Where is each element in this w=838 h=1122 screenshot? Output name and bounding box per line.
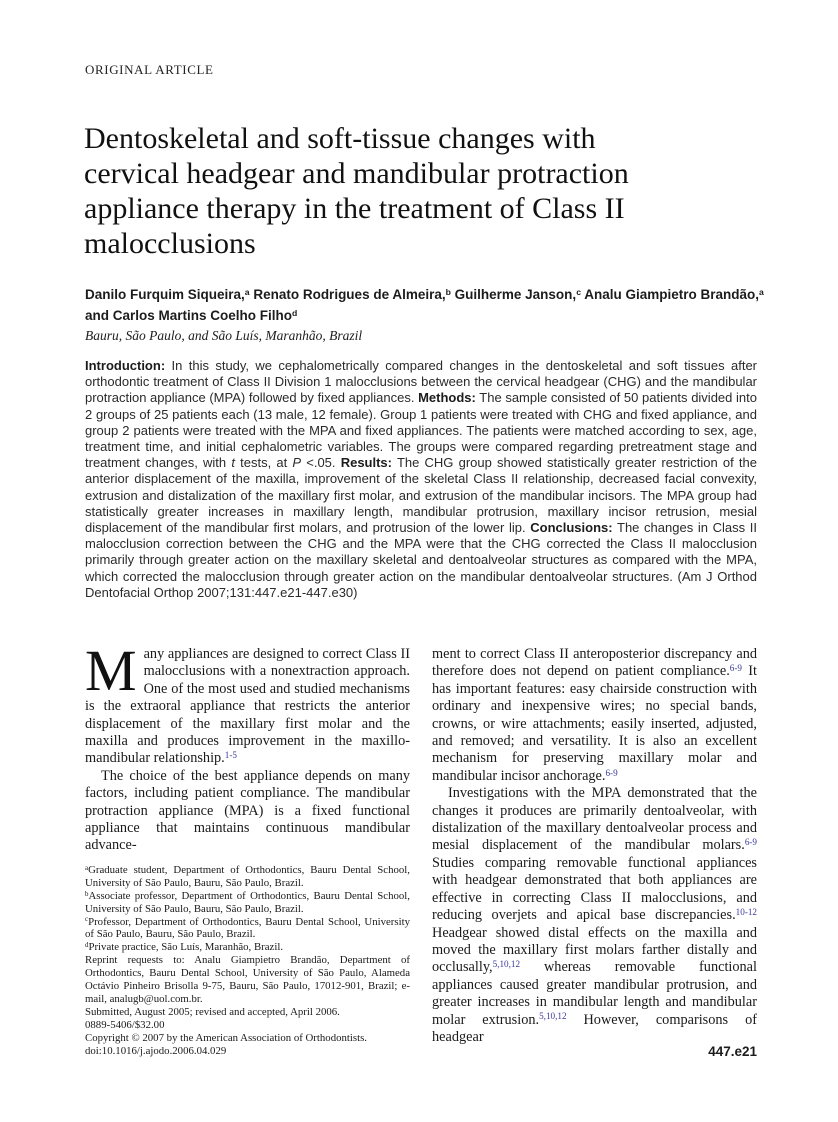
footnote-marker: a bbox=[244, 287, 250, 298]
citation-ref[interactable]: 5,10,12 bbox=[539, 1011, 567, 1022]
drop-cap: M bbox=[85, 638, 137, 703]
text-segment: whereas removable functional appliances caused greater mandibular protrusion, and greater increases in mandibular length and mandibular molar extrusion. bbox=[432, 959, 757, 1028]
footnote-marker: b bbox=[85, 890, 89, 898]
footnote bbox=[85, 890, 410, 916]
text-segment: However, comparisons of headgear bbox=[432, 1011, 757, 1045]
footnotes bbox=[85, 864, 410, 1058]
text-segment: The sample consisted of 50 patients divided into 2 groups of 25 patients each (13 male, 12 female). Group 1 patients were treated with CHG and fixed appliance, and group 2 patients were treated with the MPA and fixed appliances. The patients were matched according to sex, age, treatment time, and initial cephalometric variables. The groups were compared regarding pretreatment stage and treatment changes, with bbox=[85, 390, 757, 471]
text-segment: Submitted, August 2005; revised and accepted, April 2006. bbox=[85, 1005, 340, 1018]
citation-ref[interactable]: 6-9 bbox=[605, 767, 618, 778]
text-segment: Copyright © 2007 by the American Association of Orthodontists. bbox=[85, 1031, 367, 1044]
footnote bbox=[85, 1019, 410, 1032]
paragraph bbox=[85, 768, 410, 855]
footnote-marker: d bbox=[292, 308, 298, 319]
text-segment: Renato Rodrigues de Almeira, bbox=[249, 287, 446, 302]
text-segment: any appliances are designed to correct Class II malocclusions with a nonextraction approach. One of the most used and studied mechanisms is the extraoral appliance that restricts the anterior displacement of the maxillary first molar and the maxilla and produces improvement in the maxillo-mandibular relationship. bbox=[85, 646, 410, 767]
article-title bbox=[84, 121, 629, 261]
text-segment: In this study, we cephalometrically compared changes in the dentoskeletal and soft tissues after orthodontic treatment of Class II Division 1 malocclusions between the cervical headgear (CHG) and the mandibular protraction appliance (MPA) followed by fixed appliances. bbox=[85, 358, 757, 406]
footnote-marker: c bbox=[576, 287, 581, 298]
text-segment: Graduate student, Department of Orthodontics, Bauru Dental School, University of São Paulo, Bauru, São Paulo, Brazil. bbox=[85, 863, 410, 889]
text-segment: The changes in Class II malocclusion correction between the CHG and the MPA were that the CHG corrected the Class II malocclusion primarily through greater action on the maxillary skeletal and dentoalveolar structures as compared with the MPA, which corrected the malocclusion through greater action on the mandibular dentoalveolar structures. (Am J Orthod Dentofacial Orthop 2007;131:447.e21-447.e30) bbox=[85, 520, 757, 600]
abstract bbox=[85, 358, 757, 601]
text-segment: It has important features: easy chairside construction with ordinary and inexpensive wires; no special bands, crowns, or wire attachments; easily inserted, adjusted, and removed; and versatility. It is also an excellent mechanism for preserving maxillary molar and mandibular incisor anchorage. bbox=[432, 663, 757, 784]
text-segment: Conclusions: bbox=[530, 520, 613, 536]
affiliation: Bauru, São Paulo, and São Luís, Maranhão, Brazil bbox=[85, 328, 363, 343]
text-segment: 0889-5406/$32.00 bbox=[85, 1018, 165, 1031]
footnote-marker: a bbox=[759, 287, 764, 298]
citation-ref[interactable]: 1-5 bbox=[224, 750, 237, 761]
text-segment: tests, at bbox=[234, 455, 293, 471]
title-line: appliance therapy in the treatment of Class II bbox=[84, 192, 625, 225]
right-column bbox=[432, 646, 757, 1057]
text-segment: Methods: bbox=[418, 390, 476, 406]
text-segment: P bbox=[292, 455, 302, 471]
citation-ref[interactable]: 10-12 bbox=[735, 906, 757, 917]
text-segment: Investigations with the MPA demonstrated that the changes it produces are primarily dentoalveolar, with distalization of the maxillary dentoalveolar process and mesial displacement of the mandibular molars. bbox=[432, 785, 757, 854]
paragraph bbox=[432, 646, 757, 785]
text-segment: doi:10.1016/j.ajodo.2006.04.029 bbox=[85, 1044, 227, 1057]
text-segment: Reprint requests to: Analu Giampietro Brandão, Department of Orthodontics, Bauru Dental School, University of São Paulo, Alameda Octávio Pinheiro Brisolla 9-75, Bauru, São Paulo, 17012-901, Brazil; e-mail, analugb@uol.com.br. bbox=[85, 954, 410, 1005]
text-segment: The choice of the best appliance depends on many factors, including patient compliance. The mandibular protraction appliance (MPA) is a fixed functional appliance that maintains continuous mandibular advance- bbox=[85, 767, 410, 854]
text-segment: and Carlos Martins Coelho Filho bbox=[85, 308, 293, 323]
title-line: Dentoskeletal and soft-tissue changes with bbox=[84, 122, 596, 155]
author-list bbox=[85, 284, 775, 326]
title-line: cervical headgear and mandibular protraction bbox=[84, 157, 629, 190]
page-number: 447.e21 bbox=[708, 1044, 757, 1059]
footnote-marker: c bbox=[85, 916, 89, 924]
text-segment: Professor, Department of Orthodontics, Bauru Dental School, University of São Paulo, Bauru, São Paulo, Brazil. bbox=[85, 915, 410, 941]
paragraph bbox=[432, 785, 757, 1046]
citation-ref[interactable]: 6-9 bbox=[729, 663, 742, 674]
footnote bbox=[85, 1045, 410, 1058]
citation-ref[interactable]: 5,10,12 bbox=[492, 959, 521, 970]
footnote bbox=[85, 864, 410, 890]
paragraph bbox=[85, 638, 410, 768]
text-segment: Private practice, São Luís, Maranhão, Brazil. bbox=[88, 941, 284, 954]
footnote bbox=[85, 1032, 410, 1045]
author-line bbox=[85, 305, 775, 326]
article-type-label: ORIGINAL ARTICLE bbox=[85, 62, 214, 77]
left-column bbox=[85, 638, 410, 1057]
footnote bbox=[85, 954, 410, 1006]
text-segment: Guilherme Janson, bbox=[450, 287, 577, 302]
text-segment: ment to correct Class II anteroposterior discrepancy and therefore does not depend on patient compliance. bbox=[432, 646, 757, 680]
text-segment: t bbox=[231, 455, 235, 471]
text-segment: Results: bbox=[340, 455, 392, 471]
footnote-marker: a bbox=[85, 864, 89, 872]
text-segment: Danilo Furquim Siqueira, bbox=[85, 287, 245, 302]
text-segment: Introduction: bbox=[85, 358, 166, 373]
text-segment: Analu Giampietro Brandão, bbox=[580, 287, 760, 302]
author-line bbox=[85, 284, 775, 305]
footnote-marker: d bbox=[85, 942, 89, 950]
text-segment: Headgear showed distal effects on the maxilla and moved the maxillary first molars farther distally and occlusally, bbox=[432, 924, 757, 976]
footnote bbox=[85, 941, 410, 954]
title-line: malocclusions bbox=[84, 227, 256, 260]
text-segment: The CHG group showed statistically greater restriction of the anterior displacement of the maxilla, improvement of the skeletal Class II relationship, decreased facial convexity, extrusion and distalization of the maxillary first molar, and extrusion of the mandibular incisors. The MPA group had statistically greater increases in maxillary length, mandibular protrusion, maxillary incisor retrusion, mesial displacement of the mandibular first molars, and protrusion of the lower lip. bbox=[85, 455, 757, 536]
citation-ref[interactable]: 6-9 bbox=[744, 837, 757, 848]
footnote bbox=[85, 1006, 410, 1019]
footnote bbox=[85, 916, 410, 942]
text-segment: <.05. bbox=[301, 455, 341, 471]
text-segment: Associate professor, Department of Orthodontics, Bauru Dental School, University of São Paulo, Bauru, São Paulo, Brazil. bbox=[85, 889, 410, 915]
body-columns bbox=[85, 638, 757, 1057]
footnote-marker: b bbox=[445, 287, 451, 298]
text-segment: Studies comparing removable functional appliances with headgear demonstrated that both appliances are effective in correcting Class II malocclusions, and reducing overjets and apical base discrepancies. bbox=[432, 854, 757, 924]
